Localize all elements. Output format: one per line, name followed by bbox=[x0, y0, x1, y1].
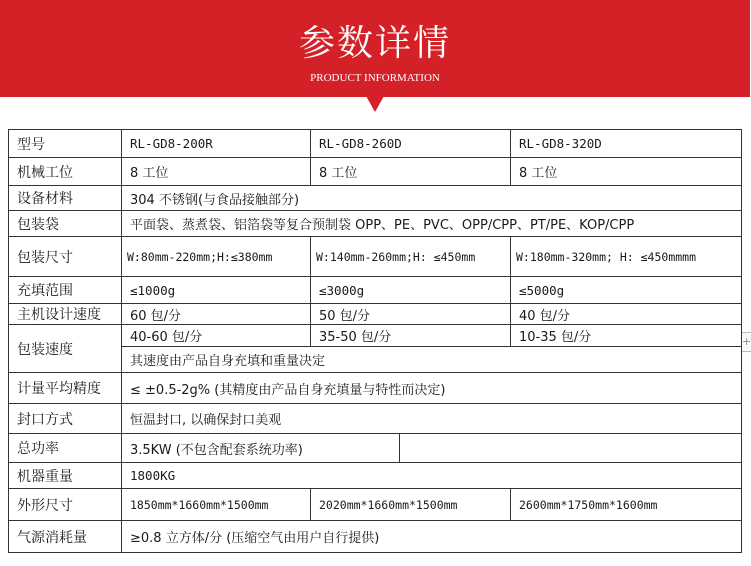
bag-size-v2: W:140mm-260mm;H: ≤450mm bbox=[311, 237, 511, 277]
banner-pointer bbox=[366, 96, 384, 112]
bag-size-v1: W:80mm-220mm;H:≤380mm bbox=[122, 237, 311, 277]
fill-range-v1: ≤1000g bbox=[122, 277, 311, 304]
label-design-speed: 主机设计速度 bbox=[9, 304, 122, 325]
bag-value: 平面袋、蒸煮袋、铝箔袋等复合预制袋 OPP、PE、PVC、OPP/CPP、PT/PE、KOP/CPP bbox=[122, 211, 741, 237]
air-value: ≥0.8 立方体/分 (压缩空气由用户自行提供) bbox=[130, 531, 380, 546]
stations-v1: 8 工位 bbox=[122, 158, 311, 186]
label-dimensions: 外形尺寸 bbox=[9, 489, 122, 521]
spec-table bbox=[8, 129, 742, 553]
label-sealing: 封口方式 bbox=[9, 404, 122, 434]
design-speed-v1: 60 包/分 bbox=[122, 304, 311, 325]
model-v1: RL-GD8-200R bbox=[122, 130, 311, 158]
label-material: 设备材料 bbox=[9, 186, 122, 211]
label-fill-range: 充填范围 bbox=[9, 277, 122, 304]
power-value: 3.5KW (不包含配套系统功率) bbox=[122, 434, 400, 463]
accuracy-value: ≤ ±0.5-2g% (其精度由产品自身充填量与特性而决定) bbox=[122, 373, 741, 404]
model-v2: RL-GD8-260D bbox=[311, 130, 511, 158]
model-v3: RL-GD8-320D bbox=[511, 130, 741, 158]
power-empty-cell bbox=[400, 434, 741, 463]
label-bag: 包装袋 bbox=[9, 211, 122, 237]
fill-range-v3: ≤5000g bbox=[511, 277, 741, 304]
design-speed-v3: 40 包/分 bbox=[511, 304, 741, 325]
bag-size-v3: W:180mm-320mm; H: ≤450mmmm bbox=[511, 237, 741, 277]
dimensions-v3: 2600mm*1750mm*1600mm bbox=[511, 489, 741, 521]
label-accuracy: 计量平均精度 bbox=[9, 373, 122, 404]
label-stations: 机械工位 bbox=[9, 158, 122, 186]
pack-speed-note: 其速度由产品自身充填和重量决定 bbox=[122, 347, 741, 373]
page-subtitle: PRODUCT INFORMATION bbox=[310, 72, 440, 84]
label-bag-size: 包装尺寸 bbox=[9, 237, 122, 277]
material-value: 304 不锈钢(与食品接触部分) bbox=[122, 186, 741, 211]
pack-speed-v3: 10-35 包/分 bbox=[511, 325, 741, 347]
weight-value: 1800KG bbox=[122, 463, 741, 489]
label-model: 型号 bbox=[9, 130, 122, 158]
dimensions-v2: 2020mm*1660mm*1500mm bbox=[311, 489, 511, 521]
stations-v3: 8 工位 bbox=[511, 158, 741, 186]
label-weight: 机器重量 bbox=[9, 463, 122, 489]
dimensions-v1: 1850mm*1660mm*1500mm bbox=[122, 489, 311, 521]
label-power: 总功率 bbox=[9, 434, 122, 463]
pack-speed-v2: 35-50 包/分 bbox=[311, 325, 511, 347]
side-expand-marker[interactable]: + bbox=[741, 332, 751, 352]
label-air: 气源消耗量 bbox=[9, 521, 122, 552]
pack-speed-v1: 40-60 包/分 bbox=[122, 325, 311, 347]
label-pack-speed: 包装速度 bbox=[9, 325, 122, 373]
fill-range-v2: ≤3000g bbox=[311, 277, 511, 304]
sealing-value: 恒温封口, 以确保封口美观 bbox=[122, 404, 741, 434]
design-speed-v2: 50 包/分 bbox=[311, 304, 511, 325]
stations-v2: 8 工位 bbox=[311, 158, 511, 186]
page-title: 参数详情 bbox=[298, 23, 451, 64]
